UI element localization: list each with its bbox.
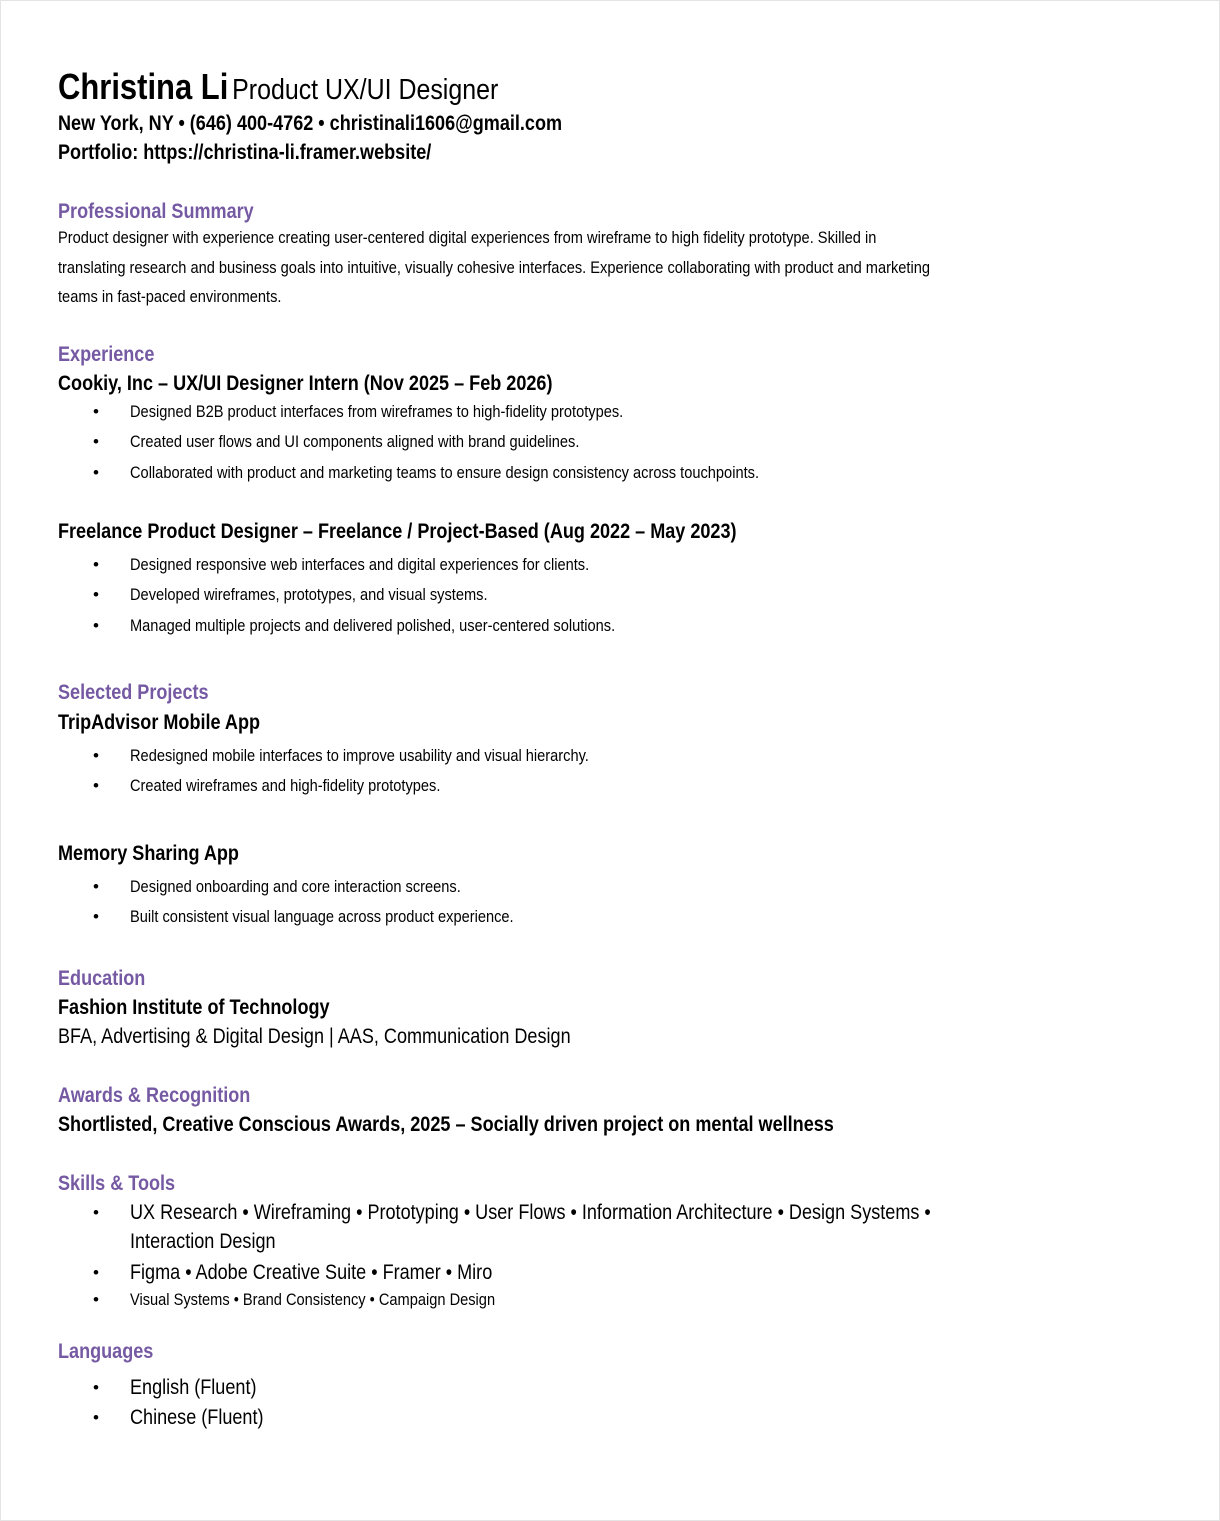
education-heading: Education [58,967,146,990]
summary-line: teams in fast-paced environments. [58,287,282,306]
portfolio-line: Portfolio: https://christina-li.framer.website/ [58,141,432,164]
bullet-icon: • [93,877,99,896]
summary-line: translating research and business goals into intuitive, visually cohesive interfaces. Experience collaborating with product and marketing [58,258,930,277]
bullet-icon: • [93,555,99,574]
degree: BFA, Advertising & Digital Design | AAS, Communication Design [58,1025,571,1048]
projects-heading: Selected Projects [58,681,209,704]
skills-line: Figma • Adobe Creative Suite • Framer • Miro [130,1261,493,1284]
bullet-icon: • [93,1263,99,1282]
school-name: Fashion Institute of Technology [58,996,330,1019]
skills-heading: Skills & Tools [58,1172,176,1195]
list-item: Collaborated with product and marketing teams to ensure design consistency across touchpoints. [130,463,760,482]
summary-line: Product designer with experience creating user-centered digital experiences from wireframe to high fidelity prototype. Skilled in [58,228,877,247]
bullet-icon: • [93,907,99,926]
bullet-icon: • [93,776,99,795]
bullet-icon: • [93,1290,99,1309]
bullet-icon: • [93,616,99,635]
languages-heading: Languages [58,1340,154,1363]
list-item: Created wireframes and high-fidelity prototypes. [130,776,441,795]
bullet-icon: • [93,463,99,482]
skills-line: Visual Systems • Brand Consistency • Campaign Design [130,1290,496,1309]
bullet-icon: • [93,746,99,765]
contact-line: New York, NY • (646) 400-4762 • christinali1606@gmail.com [58,112,563,135]
job-title: Product UX/UI Designer [232,74,499,106]
list-item: Designed responsive web interfaces and digital experiences for clients. [130,555,590,574]
bullet-icon: • [93,432,99,451]
language-item: English (Fluent) [130,1376,257,1399]
bullet-icon: • [93,585,99,604]
language-item: Chinese (Fluent) [130,1406,264,1429]
project-title: TripAdvisor Mobile App [58,711,261,734]
awards-heading: Awards & Recognition [58,1084,251,1107]
skills-line: UX Research • Wireframing • Prototyping • User Flows • Information Architecture • Design Systems • [130,1201,931,1224]
bullet-icon: • [93,402,99,421]
job-title: Cookiy, Inc – UX/UI Designer Intern (Nov 2025 – Feb 2026) [58,372,553,395]
list-item: Redesigned mobile interfaces to improve usability and visual hierarchy. [130,746,589,765]
job-title: Freelance Product Designer – Freelance / Project-Based (Aug 2022 – May 2023) [58,520,737,543]
skills-line: Interaction Design [130,1230,276,1253]
list-item: Built consistent visual language across product experience. [130,907,514,926]
list-item: Developed wireframes, prototypes, and visual systems. [130,585,488,604]
list-item: Designed B2B product interfaces from wireframes to high-fidelity prototypes. [130,402,624,421]
list-item: Designed onboarding and core interaction screens. [130,877,461,896]
bullet-icon: • [93,1378,99,1397]
project-title: Memory Sharing App [58,842,239,865]
name: Christina Li [58,66,229,107]
experience-heading: Experience [58,343,155,366]
header-name-line [58,66,499,107]
summary-heading: Professional Summary [58,200,254,223]
bullet-icon: • [93,1408,99,1427]
award-text: Shortlisted, Creative Conscious Awards, 2025 – Socially driven project on mental wellness [58,1113,834,1136]
bullet-icon: • [93,1203,99,1222]
list-item: Managed multiple projects and delivered polished, user-centered solutions. [130,616,616,635]
list-item: Created user flows and UI components aligned with brand guidelines. [130,432,580,451]
